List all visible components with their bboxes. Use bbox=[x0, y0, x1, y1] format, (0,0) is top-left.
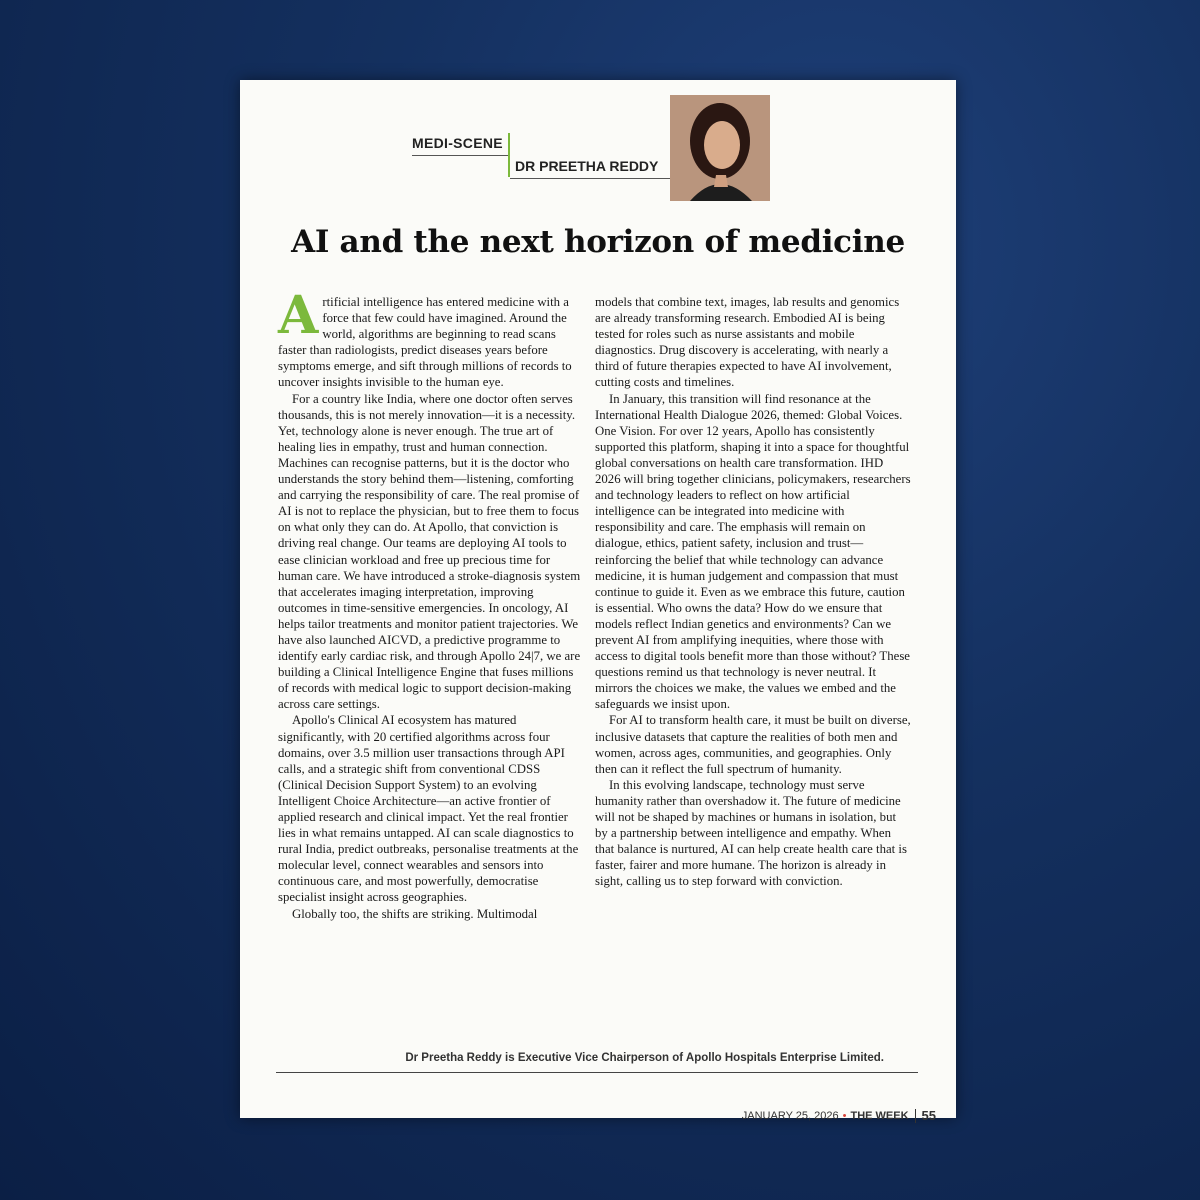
paragraph: For a country like India, where one doctor often serves thousands, this is not merely innovation—it is a necessity. Yet, technology alone is never enough. The true art of healing lies in empathy, trust and human connection. Machines can recognise patterns, but it is the doctor who understands the story behind them—listening, comforting and carrying the responsibility of care. The real promise of AI is not to replace the physician, but to free them to focus on what only they can do. At Apollo, that conviction is driving real change. Our teams are deploying AI tools to ease clinician workload and free up precious time for human care. We have introduced a stroke-diagnosis system that accelerates imaging interpretation, improving outcomes in time-sensitive emergencies. In oncology, AI helps tailor treatments and monitor patient trajectories. We have also launched AICVD, a predictive programme to identify early cardiac risk, and through Apollo 24|7, we are building a Clinical Intelligence Engine that fuses millions of records with medical logic to support decision-making across care settings. bbox=[278, 391, 581, 712]
section-label: MEDI-SCENE bbox=[412, 135, 503, 151]
drop-cap: A bbox=[278, 285, 319, 346]
author-bio: Dr Preetha Reddy is Executive Vice Chairperson of Apollo Hospitals Enterprise Limited. bbox=[405, 1052, 884, 1064]
header-accent-bar bbox=[508, 133, 510, 177]
magazine-name: THE WEEK bbox=[850, 1109, 909, 1122]
folio-bullet: • bbox=[842, 1109, 847, 1122]
article-column-1 bbox=[278, 285, 582, 922]
author-photo bbox=[670, 95, 770, 201]
page-number: 55 bbox=[921, 1108, 936, 1123]
paragraph: Globally too, the shifts are striking. Multimodal bbox=[292, 906, 538, 921]
magazine-page bbox=[240, 80, 956, 1123]
header-rule bbox=[412, 155, 510, 156]
paragraph: In this evolving landscape, technology must serve humanity rather than overshadow it. The future of medicine will not be shaped by machines or humans in isolation, but by a partnership between intelligence and empathy. When that balance is nurtured, AI can help create health care that is faster, fairer and more humane. The horizon is already in sight, calling us to step forward with conviction. bbox=[595, 777, 907, 889]
issue-date: JANUARY 25, 2026 bbox=[741, 1109, 839, 1122]
headline: AI and the next horizon of medicine bbox=[291, 224, 905, 260]
footer-rule bbox=[276, 1072, 918, 1073]
paragraph: models that combine text, images, lab results and genomics are already transforming research. Embodied AI is being tested for roles such as nurse assistants and mobile diagnostics. Drug discovery is accelerating, with nearly a third of future therapies expected to have AI involvement, cutting costs and timelines. bbox=[595, 295, 900, 390]
article-column-2 bbox=[595, 294, 911, 889]
paragraph: For AI to transform health care, it must be built on diverse, inclusive datasets that capture the realities of both men and women, across ages, communities, and geographies. Only then can it reflect the full spectrum of humanity. bbox=[595, 713, 911, 776]
folio bbox=[742, 1108, 936, 1123]
author-rule bbox=[510, 178, 670, 179]
paragraph: Apollo's Clinical AI ecosystem has matured significantly, with 20 certified algorithms across four domains, over 3.5 million user transactions through API calls, and a strategic shift from conventional CDSS (Clinical Decision Support System) to an evolving Intelligent Choice Architecture—an active frontier of applied research and clinical impact. Yet the real frontier lies in what remains untapped. AI can scale diagnostics to rural India, predict outbreaks, personalise treatments at the molecular level, connect wearables and sensors into continuous care, and most powerfully, democratise specialist insight across geographies. bbox=[278, 713, 579, 905]
paragraph: In January, this transition will find resonance at the International Health Dialogue 2026, themed: Global Voices. One Vision. For over 12 years, Apollo has consistently supported this platform, shaping it into a space for thoughtful global conversations on health care transformation. IHD 2026 will bring together clinicians, policymakers, researchers and technology leaders to reflect on how artificial intelligence can be integrated into medicine with responsibility and care. The emphasis will remain on dialogue, ethics, patient safety, inclusion and trust—reinforcing the belief that while technology can advance medicine, it is human judgement and compassion that must continue to guide it. Even as we embrace this future, caution is essential. Who owns the data? How do we ensure that models reflect Indian genetics and environments? Can we prevent AI from amplifying inequities, where those with access to digital tools benefit more than those without? These questions remind us that technology is never neutral. It mirrors the choices we make, the values we embed and the safeguards we insist upon. bbox=[595, 391, 911, 712]
author-name: DR PREETHA REDDY bbox=[515, 158, 659, 174]
paragraph: Artificial intelligence has entered medicine with a force that few could have imagined. Around the world, algorithms are beginning to read scans faster than radiologists, predict diseases years before symptoms emerge, and sift through millions of records to uncover insights invisible to the human eye. bbox=[278, 285, 572, 390]
folio-divider bbox=[915, 1109, 916, 1123]
